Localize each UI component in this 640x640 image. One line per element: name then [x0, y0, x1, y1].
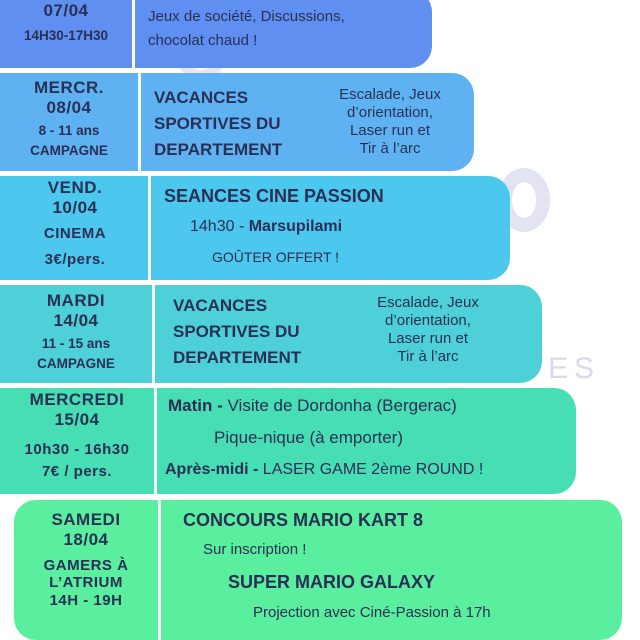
event-day: MARDI	[46, 291, 106, 310]
event-place: CAMPAGNE	[37, 355, 115, 371]
event-place: CAMPAGNE	[30, 142, 108, 158]
event-date: 15/04	[54, 409, 100, 429]
event-title-line3: DEPARTEMENT	[154, 140, 283, 159]
event-title-line2: SPORTIVES DU	[173, 322, 300, 341]
activity-line1: Escalade, Jeux	[339, 86, 441, 103]
event-time: 14h30 -	[190, 218, 245, 235]
event-date-block	[0, 78, 138, 158]
event-showtime	[190, 218, 342, 236]
event-day: MERCR.	[33, 78, 105, 97]
event-date-block	[0, 390, 154, 481]
event-date-block	[0, 291, 152, 371]
event-title-line1: VACANCES	[154, 88, 249, 107]
event-place-line1: GAMERS À	[43, 557, 129, 575]
activity-line3: Laser run et	[349, 122, 431, 139]
activity-line4: Tir à l’arc	[359, 140, 421, 157]
event-date-block	[0, 0, 132, 44]
event-date-block	[14, 510, 158, 609]
event-place-line2: L’ATRIUM	[49, 574, 123, 592]
event-date-block	[0, 178, 150, 269]
event-title: CONCOURS MARIO KART 8	[183, 510, 424, 530]
event-price: 3€/pers.	[44, 251, 106, 269]
event-note: GOÛTER OFFERT !	[212, 249, 340, 265]
event-card-mario	[14, 500, 622, 640]
event-subtitle: Sur inscription !	[203, 541, 307, 558]
event-age: 8 - 11 ans	[38, 123, 100, 139]
watermark-text: ES	[548, 352, 601, 385]
event-card-local-jeunes	[0, 0, 432, 68]
activity-line1: Escalade, Jeux	[377, 294, 479, 311]
morning-activity: Visite de Dordonha (Bergerac)	[227, 396, 457, 415]
card-divider	[152, 285, 155, 383]
event-date: 08/04	[46, 97, 92, 117]
event-date: 18/04	[63, 529, 109, 549]
activity-line2: d’orientation,	[385, 312, 471, 329]
card-divider	[138, 73, 141, 171]
event-day: VEND.	[47, 178, 103, 197]
card-divider	[154, 388, 157, 494]
event-card-vacances-sportives-2	[0, 285, 542, 383]
event-place: CINEMA	[43, 225, 107, 243]
event-day: SAMEDI	[51, 510, 121, 529]
event-afternoon	[165, 461, 483, 479]
event-age: 11 - 15 ans	[41, 336, 111, 352]
event-time: 10h30 - 16h30	[24, 441, 130, 459]
event-time: 14H - 19H	[49, 591, 123, 609]
event-lunch: Pique-nique (à emporter)	[214, 428, 403, 447]
afternoon-label: Après-midi -	[165, 461, 259, 478]
event-title-line3: DEPARTEMENT	[173, 348, 302, 367]
card-divider	[158, 500, 161, 640]
activity-line4: Tir à l’arc	[397, 348, 459, 365]
event-activities	[320, 86, 460, 158]
event-subtitle-2: Projection avec Ciné-Passion à 17h	[253, 604, 491, 621]
event-desc-line1: Jeux de société, Discussions,	[148, 8, 345, 25]
event-time: 14H30-17H30	[23, 28, 109, 44]
event-date: 07/04	[43, 0, 89, 20]
event-title	[154, 85, 282, 163]
morning-label: Matin -	[168, 396, 223, 415]
event-card-vacances-sportives-1	[0, 73, 474, 171]
event-morning	[168, 396, 457, 416]
card-divider	[132, 0, 135, 68]
event-movie: Marsupilami	[248, 218, 343, 235]
event-title-line1: VACANCES	[173, 296, 268, 315]
event-card-cine-passion	[0, 176, 510, 280]
afternoon-activity: LASER GAME 2ème ROUND !	[262, 461, 484, 478]
event-title	[173, 293, 301, 371]
event-title	[148, 0, 287, 1]
event-date: 10/04	[52, 197, 98, 217]
event-title: SEANCES CINE PASSION	[164, 186, 384, 206]
event-activities	[358, 294, 498, 366]
event-title-2: SUPER MARIO GALAXY	[228, 572, 436, 592]
event-card-dordonha	[0, 388, 576, 494]
event-date: 14/04	[53, 310, 99, 330]
activity-line2: d’orientation,	[347, 104, 433, 121]
event-day: MERCREDI	[29, 390, 125, 409]
event-price: 7€ / pers.	[41, 463, 113, 481]
event-desc-line2: chocolat chaud !	[148, 32, 258, 49]
activity-line3: Laser run et	[387, 330, 469, 347]
event-title-line2: SPORTIVES DU	[154, 114, 281, 133]
